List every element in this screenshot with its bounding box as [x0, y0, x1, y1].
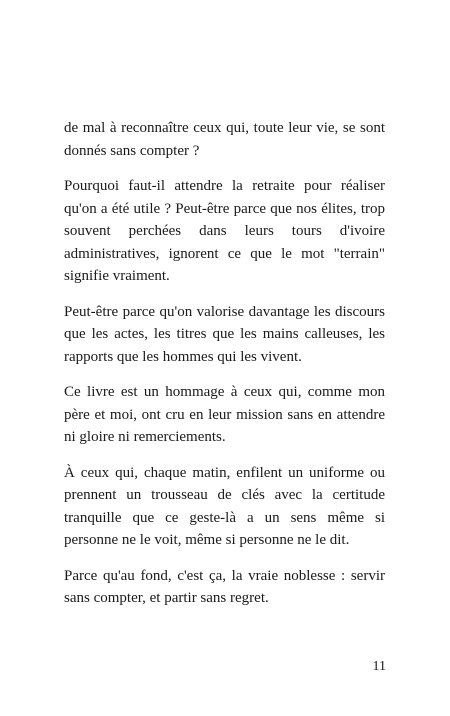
page-number: 11: [372, 659, 386, 674]
paragraph-4: Ce livre est un hommage à ceux qui, comme mon père et moi, ont cru en leur mission sans en attendre ni gloire ni remerciements.: [64, 384, 385, 445]
page-body: [64, 117, 385, 623]
paragraph-5: À ceux qui, chaque matin, enfilent un uniforme ou prennent un trousseau de clés avec la certitude tranquille que ce geste-là a un sens même si personne ne le voit, même si personne ne le dit.: [64, 464, 385, 548]
paragraph-2: Pourquoi faut-il attendre la retraite pour réaliser qu'on a été utile ? Peut-être parce que nos élites, trop souvent perchées dans leurs tours d'ivoire administratives, ignorent ce que le mot "terrain" signifie vraiment.: [64, 178, 385, 284]
paragraph-1: de mal à reconnaître ceux qui, toute leur vie, se sont donnés sans compter ?: [64, 120, 385, 159]
paragraph-3: Peut-être parce qu'on valorise davantage les discours que les actes, les titres que les mains calleuses, les rapports que les hommes qui les vivent.: [64, 303, 385, 365]
paragraph-6: Parce qu'au fond, c'est ça, la vraie noblesse : servir sans compter, et partir sans regret.: [64, 567, 385, 606]
